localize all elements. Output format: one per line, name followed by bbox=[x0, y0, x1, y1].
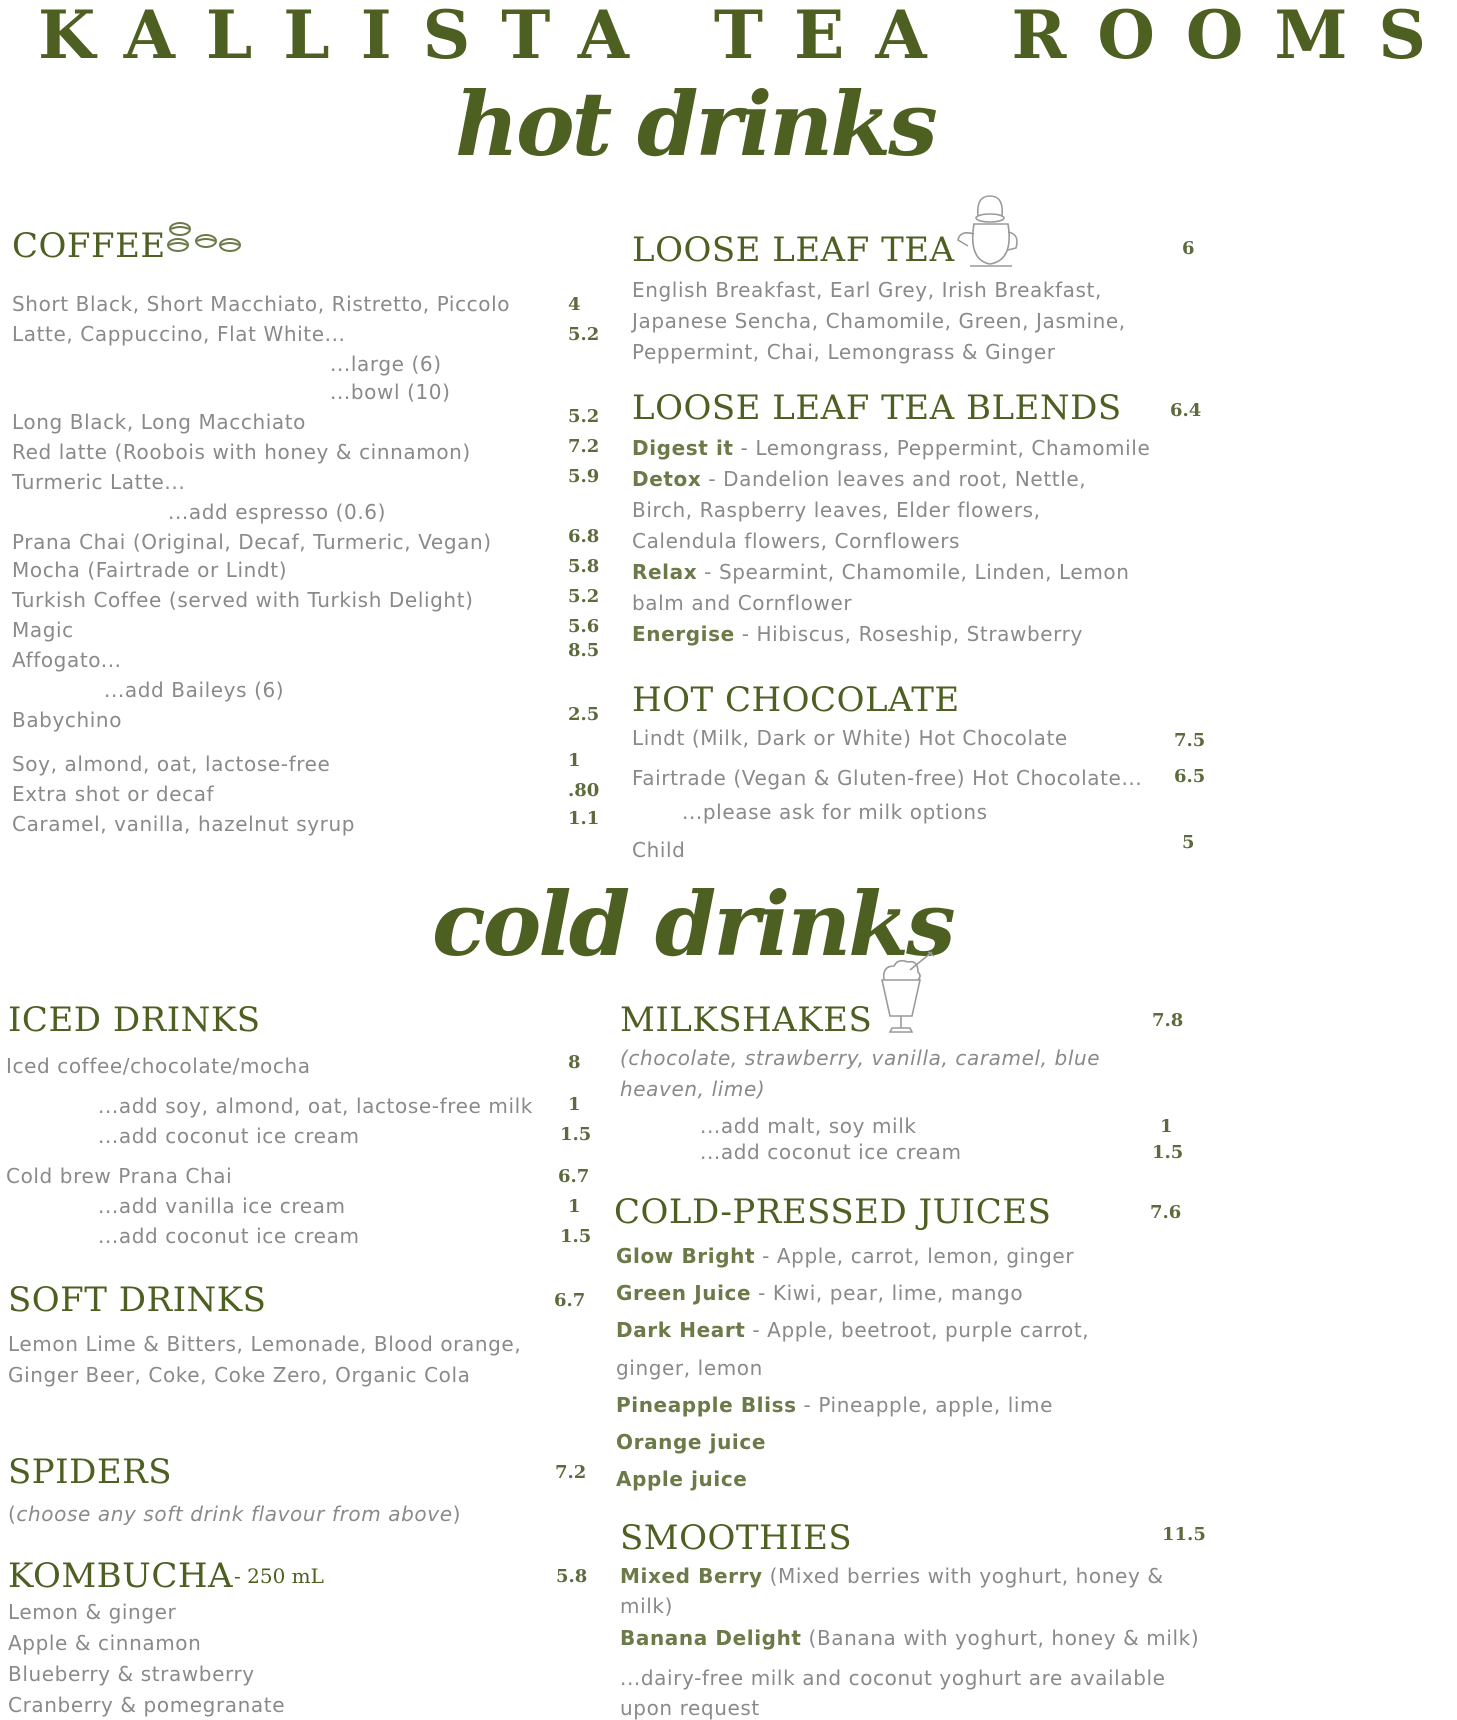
coffee-heading: COFFEE bbox=[12, 226, 166, 266]
coffee-beans-icon bbox=[168, 220, 244, 256]
cold-pressed-juices-heading: COLD-PRESSED JUICES bbox=[614, 1192, 1052, 1232]
hot-chocolate-item-price: 5 bbox=[1182, 832, 1195, 853]
coffee-item-price: 1 bbox=[568, 750, 581, 771]
hot-chocolate-heading: HOT CHOCOLATE bbox=[632, 680, 960, 720]
juice-line-name: Green Juice bbox=[616, 1281, 752, 1306]
coffee-item-price: 4 bbox=[568, 294, 581, 315]
hot-chocolate-item: Fairtrade (Vegan & Gluten-free) Hot Chocolate... bbox=[632, 766, 1143, 790]
smoothie-line-name: Mixed Berry bbox=[620, 1564, 763, 1588]
coffee-item: ...add Baileys (6) bbox=[104, 678, 285, 702]
loose-leaf-tea-line: Japanese Sencha, Chamomile, Green, Jasmine, bbox=[632, 309, 1126, 333]
coffee-item: Caramel, vanilla, hazelnut syrup bbox=[12, 812, 356, 836]
smoothie-line-text: upon request bbox=[620, 1696, 760, 1720]
juice-line-text: ginger, lemon bbox=[616, 1355, 763, 1380]
cold-drinks-title: cold drinks bbox=[432, 872, 953, 976]
iced-drink-item-price: 6.7 bbox=[558, 1166, 590, 1187]
coffee-item: Turmeric Latte... bbox=[12, 470, 186, 494]
iced-drink-item: ...add vanilla ice cream bbox=[98, 1194, 346, 1218]
iced-drink-item-price: 1 bbox=[568, 1196, 581, 1217]
blend-line-text: balm and Cornflower bbox=[632, 591, 853, 615]
blend-line bbox=[632, 622, 1083, 646]
milkshakes-flavours: (chocolate, strawberry, vanilla, caramel, blue bbox=[620, 1046, 1101, 1070]
cold-pressed-juices-price: 7.6 bbox=[1150, 1202, 1182, 1223]
iced-drink-item: ...add coconut ice cream bbox=[98, 1224, 360, 1248]
page-title: KALLISTA TEA ROOMS bbox=[38, 0, 1457, 74]
smoothie-line-text: ...dairy-free milk and coconut yoghurt are available bbox=[620, 1666, 1166, 1690]
juice-line-text: - Pineapple, apple, lime bbox=[796, 1392, 1054, 1417]
coffee-item-price: 2.5 bbox=[568, 704, 600, 725]
iced-drink-item: ...add soy, almond, oat, lactose-free milk bbox=[98, 1094, 533, 1118]
coffee-item-price: 7.2 bbox=[568, 436, 600, 457]
juice-line bbox=[616, 1318, 1089, 1342]
smoothies-price: 11.5 bbox=[1162, 1524, 1206, 1545]
loose-leaf-tea-blends-price: 6.4 bbox=[1170, 400, 1202, 421]
iced-drink-item-price: 1 bbox=[568, 1094, 581, 1115]
iced-drink-item-price: 1.5 bbox=[560, 1124, 592, 1145]
blend-line bbox=[632, 560, 1130, 584]
coffee-item: Babychino bbox=[12, 708, 123, 732]
coffee-item: Latte, Cappuccino, Flat White... bbox=[12, 322, 346, 346]
kombucha-heading: KOMBUCHA bbox=[8, 1556, 234, 1596]
milkshakes-price: 7.8 bbox=[1152, 1010, 1184, 1031]
iced-drink-item: Cold brew Prana Chai bbox=[6, 1164, 233, 1188]
coffee-item-price: 5.8 bbox=[568, 556, 600, 577]
milkshake-addon-price: 1.5 bbox=[1152, 1142, 1184, 1163]
coffee-item: Extra shot or decaf bbox=[12, 782, 215, 806]
hot-chocolate-item-price: 6.5 bbox=[1174, 766, 1206, 787]
kombucha-price: 5.8 bbox=[556, 1566, 588, 1587]
blend-line bbox=[632, 467, 1086, 491]
juice-line-text: - Kiwi, pear, lime, mango bbox=[751, 1281, 1024, 1306]
blend-line-text: - Dandelion leaves and root, Nettle, bbox=[701, 467, 1087, 491]
coffee-item: Affogato... bbox=[12, 648, 122, 672]
blend-line bbox=[632, 529, 960, 553]
soft-drinks-price: 6.7 bbox=[554, 1290, 586, 1311]
juice-line-text: - Apple, beetroot, purple carrot, bbox=[745, 1318, 1090, 1343]
milkshakes-flavours: heaven, lime) bbox=[620, 1077, 766, 1101]
blend-line-name: Energise bbox=[632, 622, 735, 646]
kombucha-flavour: Apple & cinnamon bbox=[8, 1631, 202, 1655]
coffee-item: ...add espresso (0.6) bbox=[168, 500, 387, 524]
blend-line-text: Birch, Raspberry leaves, Elder flowers, bbox=[632, 498, 1041, 522]
blend-line bbox=[632, 436, 1150, 460]
juice-line bbox=[616, 1430, 766, 1454]
smoothie-line-text: milk) bbox=[620, 1594, 673, 1618]
soft-drinks-heading: SOFT DRINKS bbox=[8, 1280, 267, 1320]
blend-line-text: - Hibiscus, Roseship, Strawberry bbox=[734, 622, 1083, 646]
smoothie-line-name: Banana Delight bbox=[620, 1626, 802, 1650]
loose-leaf-tea-line: English Breakfast, Earl Grey, Irish Breakfast, bbox=[632, 278, 1102, 302]
loose-leaf-tea-line: Peppermint, Chai, Lemongrass & Ginger bbox=[632, 340, 1056, 364]
smoothie-line-text: (Banana with yoghurt, honey & milk) bbox=[801, 1626, 1200, 1650]
coffee-item-price: 6.8 bbox=[568, 526, 600, 547]
soft-drinks-line: Ginger Beer, Coke, Coke Zero, Organic Cola bbox=[8, 1363, 471, 1387]
smoothie-line bbox=[620, 1626, 1199, 1650]
hot-chocolate-item-price: 7.5 bbox=[1174, 730, 1206, 751]
juice-line bbox=[616, 1281, 1023, 1305]
blend-line bbox=[632, 591, 852, 615]
juice-line-text: - Apple, carrot, lemon, ginger bbox=[755, 1244, 1075, 1268]
coffee-item: Red latte (Roobois with honey & cinnamon) bbox=[12, 440, 471, 464]
coffee-item-price: 5.2 bbox=[568, 586, 600, 607]
smoothies-heading: SMOOTHIES bbox=[620, 1518, 853, 1558]
coffee-item-price: 1.1 bbox=[568, 808, 600, 829]
spiders-price: 7.2 bbox=[555, 1462, 587, 1483]
coffee-item-price: 8.5 bbox=[568, 640, 600, 661]
juice-line bbox=[616, 1467, 747, 1491]
kombucha-flavour: Blueberry & strawberry bbox=[8, 1662, 255, 1686]
juice-line-name: Pineapple Bliss bbox=[616, 1392, 797, 1417]
blend-line-name: Relax bbox=[632, 560, 698, 584]
juice-line-name: Apple juice bbox=[616, 1467, 748, 1492]
coffee-item: Soy, almond, oat, lactose-free bbox=[12, 752, 331, 776]
coffee-item-price: 5.2 bbox=[568, 324, 600, 345]
coffee-item: Long Black, Long Macchiato bbox=[12, 410, 307, 434]
coffee-item: Turkish Coffee (served with Turkish Delight) bbox=[12, 588, 474, 612]
hot-chocolate-item: Child bbox=[632, 838, 686, 862]
coffee-item: Mocha (Fairtrade or Lindt) bbox=[12, 558, 288, 582]
loose-leaf-tea-blends-heading: LOOSE LEAF TEA BLENDS bbox=[632, 388, 1122, 428]
coffee-item: ...bowl (10) bbox=[330, 380, 451, 404]
coffee-item-price: 5.9 bbox=[568, 466, 600, 487]
smoothie-line bbox=[620, 1696, 760, 1720]
milkshake-icon bbox=[876, 950, 936, 1038]
hot-chocolate-item: Lindt (Milk, Dark or White) Hot Chocolate bbox=[632, 726, 1068, 750]
loose-leaf-tea-price: 6 bbox=[1182, 238, 1195, 259]
blend-line-text: Calendula flowers, Cornflowers bbox=[632, 529, 961, 553]
blend-line bbox=[632, 498, 1041, 522]
coffee-item: ...large (6) bbox=[330, 352, 442, 376]
juice-line bbox=[616, 1356, 763, 1380]
milkshake-addon-price: 1 bbox=[1160, 1116, 1173, 1137]
blend-line-text: - Lemongrass, Peppermint, Chamomile bbox=[733, 436, 1151, 460]
juice-line bbox=[616, 1393, 1053, 1417]
spiders-note: (choose any soft drink flavour from above) bbox=[8, 1502, 461, 1526]
soft-drinks-line: Lemon Lime & Bitters, Lemonade, Blood orange, bbox=[8, 1332, 522, 1356]
coffee-item-price: .80 bbox=[568, 780, 600, 801]
loose-leaf-tea-heading: LOOSE LEAF TEA bbox=[632, 230, 955, 270]
milkshake-addon: ...add malt, soy milk bbox=[700, 1114, 917, 1138]
coffee-item-price: 5.2 bbox=[568, 406, 600, 427]
smoothie-line bbox=[620, 1594, 673, 1618]
juice-line-name: Glow Bright bbox=[616, 1244, 756, 1268]
blend-line-name: Digest it bbox=[632, 436, 734, 460]
hot-drinks-title: hot drinks bbox=[455, 72, 935, 176]
coffee-item: Short Black, Short Macchiato, Ristretto, Piccolo bbox=[12, 292, 511, 316]
juice-line-name: Dark Heart bbox=[616, 1318, 746, 1343]
coffee-item: Prana Chai (Original, Decaf, Turmeric, Vegan) bbox=[12, 530, 492, 554]
iced-drink-item-price: 8 bbox=[568, 1052, 581, 1073]
smoothie-line bbox=[620, 1564, 1164, 1588]
milkshakes-heading: MILKSHAKES bbox=[620, 1000, 873, 1040]
blend-line-text: - Spearmint, Chamomile, Linden, Lemon bbox=[697, 560, 1130, 584]
iced-drinks-heading: ICED DRINKS bbox=[8, 1000, 261, 1040]
kombucha-flavour: Cranberry & pomegranate bbox=[8, 1693, 286, 1717]
kombucha-flavour: Lemon & ginger bbox=[8, 1600, 177, 1624]
coffee-item: Magic bbox=[12, 618, 74, 642]
coffee-item-price: 5.6 bbox=[568, 616, 600, 637]
kombucha-size: - 250 mL bbox=[234, 1564, 324, 1588]
juice-line bbox=[616, 1244, 1074, 1268]
smoothie-line bbox=[620, 1666, 1166, 1690]
blend-line-name: Detox bbox=[632, 467, 702, 491]
spiders-heading: SPIDERS bbox=[8, 1452, 173, 1492]
juice-line-name: Orange juice bbox=[616, 1430, 767, 1454]
iced-drink-item: Iced coffee/chocolate/mocha bbox=[6, 1054, 311, 1078]
milkshake-addon: ...add coconut ice cream bbox=[700, 1140, 962, 1164]
iced-drink-item-price: 1.5 bbox=[560, 1226, 592, 1247]
hot-chocolate-item: ...please ask for milk options bbox=[682, 800, 988, 824]
iced-drink-item: ...add coconut ice cream bbox=[98, 1124, 360, 1148]
teapot-icon bbox=[956, 194, 1022, 270]
smoothie-line-text: (Mixed berries with yoghurt, honey & bbox=[762, 1564, 1164, 1588]
